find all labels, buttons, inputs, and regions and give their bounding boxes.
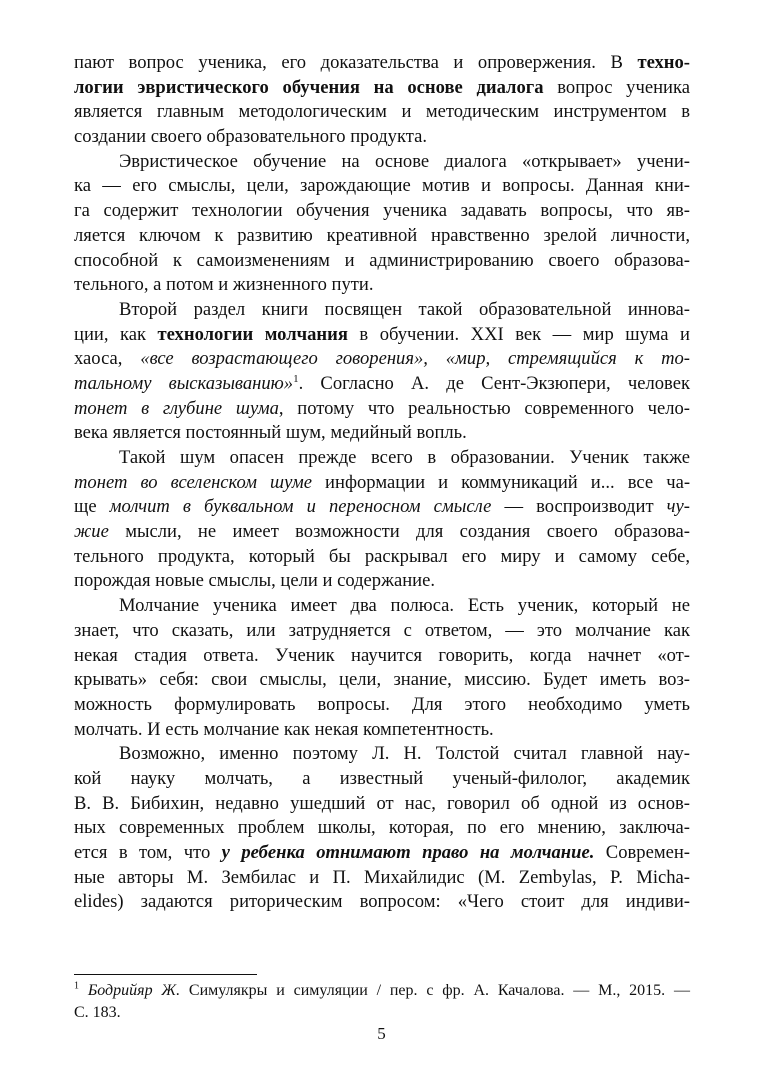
text-line bbox=[74, 273, 690, 298]
text-run: га содержит технологии обучения ученика задавать вопросы, что яв- bbox=[74, 200, 690, 222]
emphasis: технологии молчания bbox=[157, 323, 348, 345]
text-run: . Согласно А. де Сент-Экзюпери, человек bbox=[298, 372, 690, 394]
text-run: , потому что реальностью современного чело- bbox=[278, 397, 690, 419]
text-run: является главным методологическим и методическим инструментом в bbox=[74, 101, 690, 123]
text-line bbox=[74, 150, 690, 175]
text-run: — воспроизводит bbox=[491, 496, 667, 518]
text-run: пают вопрос ученика, его доказательства и опровержения. В bbox=[74, 52, 638, 73]
text-line bbox=[74, 347, 690, 372]
text-run: ще bbox=[74, 496, 110, 518]
text-line bbox=[74, 421, 690, 446]
text-line bbox=[74, 767, 690, 792]
text-run: С. 183. bbox=[74, 1004, 121, 1021]
emphasis: тальному высказыванию» bbox=[74, 372, 294, 394]
emphasis: тонет в глубине шума bbox=[74, 397, 279, 419]
text-run: ции, как bbox=[74, 323, 158, 345]
text-line bbox=[74, 495, 690, 520]
emphasis: техно- bbox=[637, 52, 690, 73]
text-line bbox=[74, 520, 690, 545]
text-run: кой науку молчать, а известный ученый-филолог, академик bbox=[74, 767, 690, 789]
emphasis: Бодрийяр Ж. bbox=[87, 982, 181, 999]
text-line bbox=[74, 594, 690, 619]
text-run: порождая новые смыслы, цели и содержание. bbox=[74, 570, 435, 592]
emphasis: «все возрастающего говорения», «мир, стремящийся к то- bbox=[140, 348, 690, 370]
text-line bbox=[74, 693, 690, 718]
text-run: Возможно, именно поэтому Л. Н. Толстой считал главной нау- bbox=[119, 743, 690, 765]
text-run: мысли, не имеет возможности для создания своего образова- bbox=[108, 521, 690, 543]
emphasis: у ребенка отнимают право на молчание. bbox=[221, 842, 595, 863]
text-line bbox=[74, 76, 690, 101]
text-line bbox=[74, 545, 690, 570]
text-run: некая стадия ответа. Ученик научится говорить, когда начнет «от- bbox=[74, 644, 690, 666]
text-run bbox=[79, 982, 88, 999]
text-line bbox=[74, 125, 690, 150]
text-line bbox=[74, 323, 690, 348]
text-run: ных современных проблем школы, которая, по его мнению, заключа- bbox=[74, 817, 690, 839]
text-run: ляется ключом к развитию креативной нравственно зрелой личности, bbox=[74, 224, 690, 246]
text-run: создании своего образовательного продукта. bbox=[74, 126, 428, 148]
footnote bbox=[74, 980, 690, 1024]
text-run: знает, что сказать, или затрудняется с ответом, — это молчание как bbox=[74, 619, 690, 641]
text-line bbox=[74, 298, 690, 323]
text-line bbox=[74, 224, 690, 249]
text-line bbox=[74, 866, 690, 891]
footnote-separator bbox=[74, 974, 257, 975]
footnote-marker: 1 bbox=[74, 980, 79, 992]
text-run: В. В. Бибихин, недавно ушедший от нас, говорил об одной из основ- bbox=[74, 792, 690, 814]
text-line bbox=[74, 471, 690, 496]
text-line bbox=[74, 51, 690, 76]
footnote-line bbox=[74, 980, 690, 1002]
text-line bbox=[74, 742, 690, 767]
text-run: крывать» себя: свои смыслы, цели, знание, миссию. Будет иметь воз- bbox=[74, 669, 690, 691]
text-line bbox=[74, 174, 690, 199]
text-run: тельного, а потом и жизненного пути. bbox=[74, 274, 374, 296]
text-line bbox=[74, 397, 690, 422]
text-line bbox=[74, 619, 690, 644]
text-run: ные авторы М. Зембилас и П. Михайлидис (M. Zembylas, P. Micha- bbox=[74, 866, 690, 888]
text-run: века является постоянный шум, медийный вопль. bbox=[74, 422, 467, 444]
text-run: Второй раздел книги посвящен такой образовательной иннова- bbox=[119, 298, 690, 320]
emphasis: тонет во вселенском шуме bbox=[74, 471, 312, 493]
text-run: Эвристическое обучение на основе диалога «открывает» учени- bbox=[119, 150, 690, 172]
text-run: ка — его смыслы, цели, зарождающие мотив и вопросы. Данная кни- bbox=[74, 175, 690, 197]
text-run: Такой шум опасен прежде всего в образовании. Ученик также bbox=[119, 447, 690, 468]
text-run: информации и коммуникаций и... все ча- bbox=[312, 471, 691, 493]
text-line bbox=[74, 841, 690, 866]
text-line bbox=[74, 100, 690, 125]
text-run: способной к самоизменениям и администрированию своего образова- bbox=[74, 249, 690, 271]
emphasis: логии эвристического обучения на основе диалога bbox=[74, 76, 544, 98]
text-run: молчать. И есть молчание как некая компетентность. bbox=[74, 718, 494, 740]
text-run: elides) задаются риторическим вопросом: «Чего стоит для индиви- bbox=[74, 891, 690, 913]
text-run: Молчание ученика имеет два полюса. Есть ученик, который не bbox=[119, 595, 690, 617]
text-run: тельного продукта, который бы раскрывал его миру и самому себе, bbox=[74, 545, 690, 567]
text-line bbox=[74, 668, 690, 693]
text-line bbox=[74, 792, 690, 817]
text-line bbox=[74, 890, 690, 915]
text-line bbox=[74, 249, 690, 274]
text-run: ется в том, что bbox=[74, 842, 222, 863]
text-run: Современ- bbox=[594, 842, 690, 863]
text-run: Симулякры и симуляции / пер. с фр. А. Качалова. — М., 2015. — bbox=[180, 982, 691, 999]
text-run: хаоса, bbox=[74, 348, 141, 370]
emphasis: молчит в буквальном и переносном смысле bbox=[109, 496, 492, 518]
text-line bbox=[74, 372, 690, 397]
text-line bbox=[74, 644, 690, 669]
text-run: вопрос ученика bbox=[543, 76, 690, 98]
text-run: можность формулировать вопросы. Для этого необходимо уметь bbox=[74, 693, 690, 715]
footnote-line bbox=[74, 1002, 690, 1024]
body-text bbox=[74, 51, 690, 915]
page-number: 5 bbox=[377, 1024, 386, 1043]
text-line bbox=[74, 569, 690, 594]
emphasis: чу- bbox=[666, 496, 690, 518]
emphasis: жие bbox=[74, 521, 109, 543]
text-line bbox=[74, 446, 690, 471]
text-line bbox=[74, 199, 690, 224]
text-line bbox=[74, 816, 690, 841]
text-line bbox=[74, 718, 690, 743]
text-run: в обучении. XXI век — мир шума и bbox=[347, 323, 690, 345]
footnote-marker: 1 bbox=[293, 372, 299, 385]
